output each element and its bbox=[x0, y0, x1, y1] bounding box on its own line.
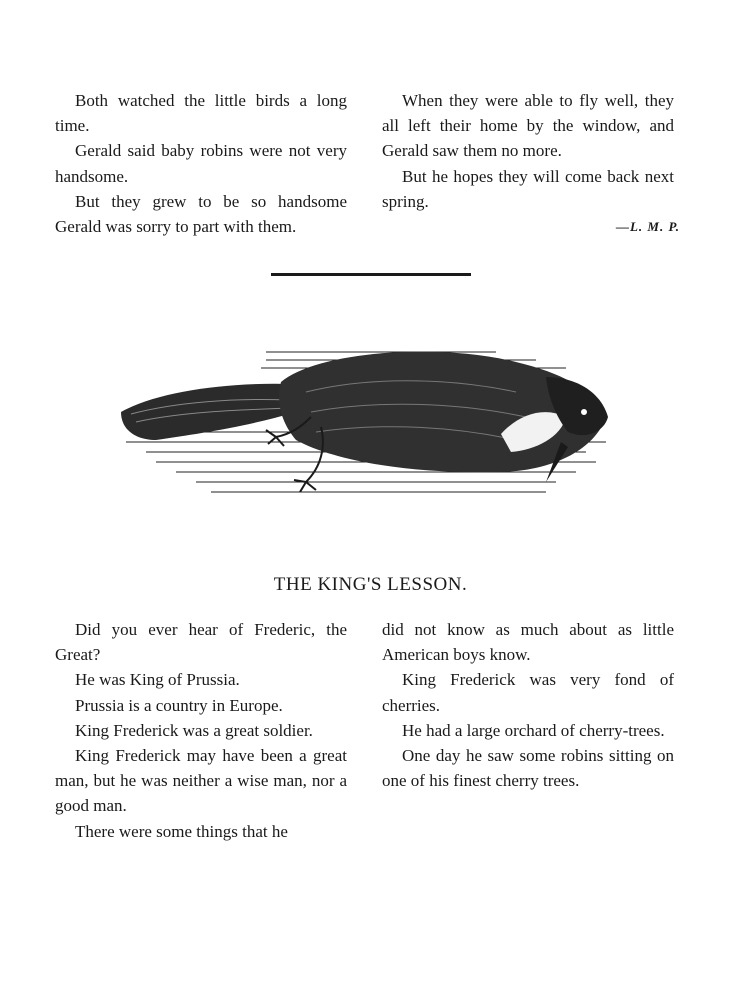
paragraph: One day he saw some robins sitting on one of his finest cherry trees. bbox=[382, 746, 674, 791]
paragraph: Did you ever hear of Frederic, the Great? bbox=[55, 620, 347, 665]
author-signature: —L. M. P. bbox=[615, 219, 680, 234]
paragraph: did not know as much about as little American boys know. bbox=[382, 620, 674, 665]
bottom-left-column bbox=[55, 617, 347, 844]
section-divider bbox=[271, 273, 471, 276]
paragraph: But they grew to be so handsome Gerald was sorry to part with them. bbox=[55, 191, 347, 237]
bottom-right-column bbox=[382, 617, 674, 793]
paragraph: Both watched the little birds a long time. bbox=[55, 91, 347, 136]
top-left-column bbox=[55, 88, 347, 239]
paragraph: King Frederick was very fond of cherries. bbox=[382, 670, 674, 715]
paragraph: He had a large orchard of cherry-trees. bbox=[402, 720, 665, 740]
paragraph: Gerald said baby robins were not very handsome. bbox=[55, 141, 347, 186]
story-title: THE KING'S LESSON. bbox=[273, 574, 468, 595]
paragraph: But he hopes they will come back next spring. bbox=[382, 166, 674, 211]
paragraph: King Frederick was a great soldier. bbox=[75, 720, 313, 740]
paragraph: He was King of Prussia. bbox=[75, 670, 240, 690]
paragraph: Prussia is a country in Europe. bbox=[75, 695, 283, 715]
top-right-column bbox=[382, 88, 674, 214]
paragraph: King Frederick may have been a great man, but he was neither a wise man, nor a good man. bbox=[55, 746, 347, 816]
dead-robin-illustration bbox=[116, 322, 616, 502]
paragraph: When they were able to fly well, they all left their home by the window, and Gerald saw them no more. bbox=[382, 91, 674, 161]
paragraph: There were some things that he bbox=[75, 821, 288, 841]
